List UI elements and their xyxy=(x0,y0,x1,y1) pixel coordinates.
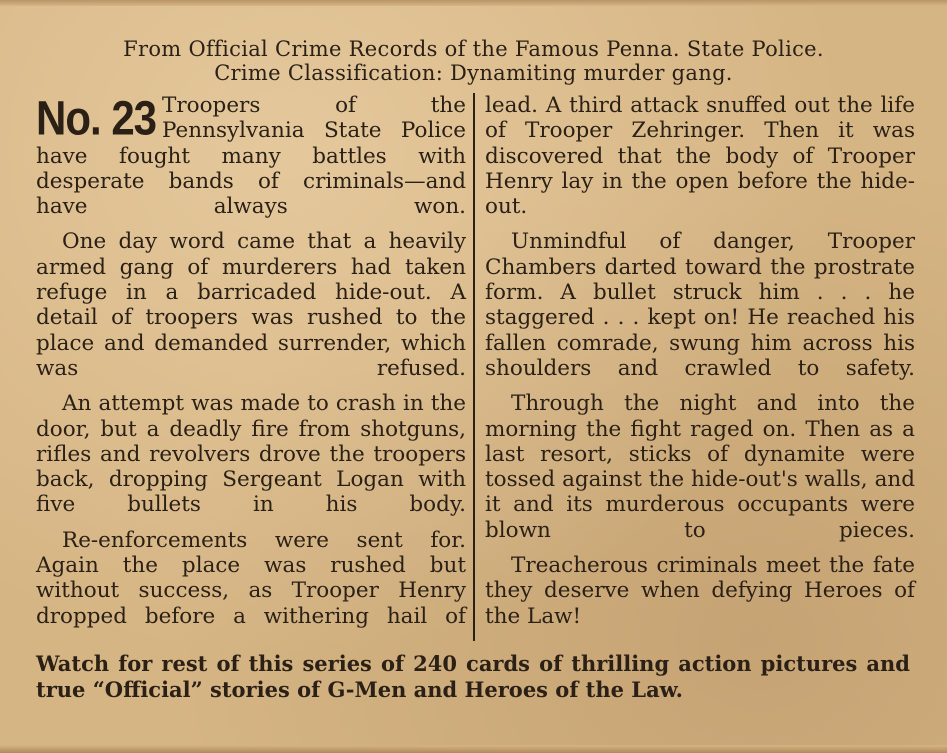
right-text-column xyxy=(485,93,915,639)
card-top-edge xyxy=(0,0,947,6)
card-number: No. 23 xyxy=(36,90,157,145)
column-divider xyxy=(473,93,475,641)
header-classification-line: Crime Classification: Dynamiting murder gang. xyxy=(214,61,733,85)
right-paragraph-3: Through the night and into the morning the fight raged on. Then as a last resort, sticks of dynamite were tossed against the hide-out's walls, and it and its murderous occupants were blown to pieces. xyxy=(485,391,915,543)
series-footer: Watch for rest of this series of 240 cards of thrilling action pictures and true “Official” stories of G-Men and Heroes of the Law. xyxy=(36,651,910,702)
left-paragraph-4: Re-enforcements were sent for. Again the place was rushed but without success, as Trooper Henry dropped before a withering hail of xyxy=(36,527,466,629)
right-paragraph-4: Treacherous criminals meet the fate they deserve when defying Heroes of the Law! xyxy=(485,553,915,629)
right-paragraph-1: lead. A third attack snuffed out the life of Trooper Zehringer. Then it was discovered that the body of Trooper Henry lay in the open before the hide-out. xyxy=(485,93,915,220)
header-source-line: From Official Crime Records of the Famous Penna. State Police. xyxy=(123,37,824,61)
left-paragraph-1-text: Troopers of the Pennsylvania State Police have fought many battles with desperate bands of criminals—and have always won. xyxy=(36,93,466,220)
left-paragraph-1 xyxy=(36,90,466,220)
left-text-column xyxy=(36,90,466,639)
right-paragraph-2: Unmindful of danger, Trooper Chambers darted toward the prostrate form. A bullet struck him . . . he staggered . . . kept on! He reached his fallen comrade, swung him across his shoulders and crawled to safety. xyxy=(485,229,915,381)
left-paragraph-3: An attempt was made to crash in the door, but a deadly fire from shotguns, rifles and revolvers drove the troopers back, dropping Sergeant Logan with five bullets in his body. xyxy=(36,391,466,518)
card-bottom-edge xyxy=(0,745,947,753)
left-paragraph-2: One day word came that a heavily armed gang of murderers had taken refuge in a barricaded hide-out. A detail of troopers was rushed to the place and demanded surrender, which was refused. xyxy=(36,229,466,381)
